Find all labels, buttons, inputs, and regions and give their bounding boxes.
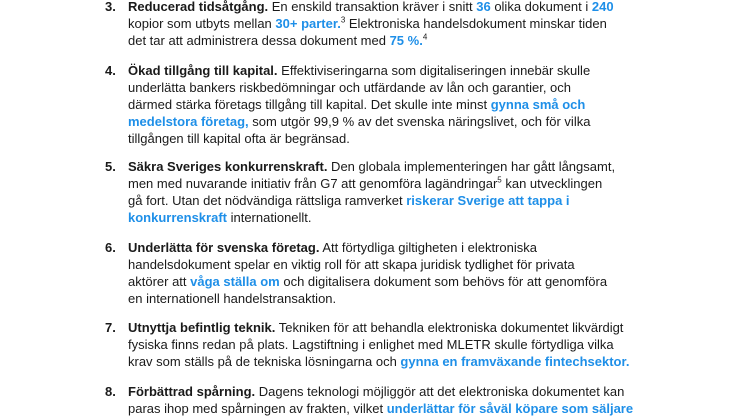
item-text: Underlätta för svenska företag. Att förtydliga giltigheten i elektroniska handelsdokument spelar en viktig roll för att skapa juridisk tydlighet för privata aktörer att våga ställa om och digitalisera dokument som behövs för att genomföra en internationell handelstransaktion. <box>128 240 608 306</box>
item-text: Reducerad tidsåtgång. En enskild transaktion kräver i snitt 36 olika dokument i 240 kopior som utbyts mellan 30+ parter.$^3$ Elektroniska handelsdokument minskar tiden det tar att administrera dessa dokument med 75 %.$^4$ <box>128 0 614 48</box>
item-number: 8. <box>105 384 116 399</box>
item-number: 4. <box>105 63 116 78</box>
item-number: 7. <box>105 320 116 335</box>
footnote-ref: 3 <box>340 15 346 25</box>
item-text: Säkra Sveriges konkurrenskraft. Den globala implementeringen har gått långsamt, men med nuvarande initiativ från G7 att genomföra lagändringar$^5$ kan utvecklingen gå fort. Utan det nödvändiga rättsliga ramverket riskerar Sverige att tappa i konkurrenskraft internationellt. <box>128 159 616 225</box>
item-text: Ökad tillgång till kapital. Effektiviseringarna som digitaliseringen innebär skulle underlätta bankers riskbedömningar och utfärdande av lån och garantier, och därmed stärka företags tillgång till kapital. Det skulle inte minst gynna små och medelstora företag, som utgör 99,9 % av det svenska näringslivet, och för vilka tillgången till kapital ofta är begränsad. <box>128 63 591 146</box>
footnote-ref: 4 <box>422 32 428 42</box>
item-number: 3. <box>105 0 116 14</box>
item-number: 6. <box>105 240 116 255</box>
item-number: 5. <box>105 159 116 174</box>
item-text: Förbättrad spårning. Dagens teknologi möjliggör att det elektroniska dokumentet kan paras ihop med spårningen av frakten, vilket underlättar för såväl köpare som säljare <box>128 384 634 416</box>
footnote-ref: 5 <box>497 175 502 185</box>
item-text: Utnyttja befintlig teknik. Tekniken för att behandla elektroniska dokumentet likvärdigt fysiska finns redan på plats. Lagstiftning i enlighet med MLETR skulle förtydliga vilka krav som ställs på de tekniska lösningarna och gynna en framväxande fintechsektor. <box>128 320 630 369</box>
